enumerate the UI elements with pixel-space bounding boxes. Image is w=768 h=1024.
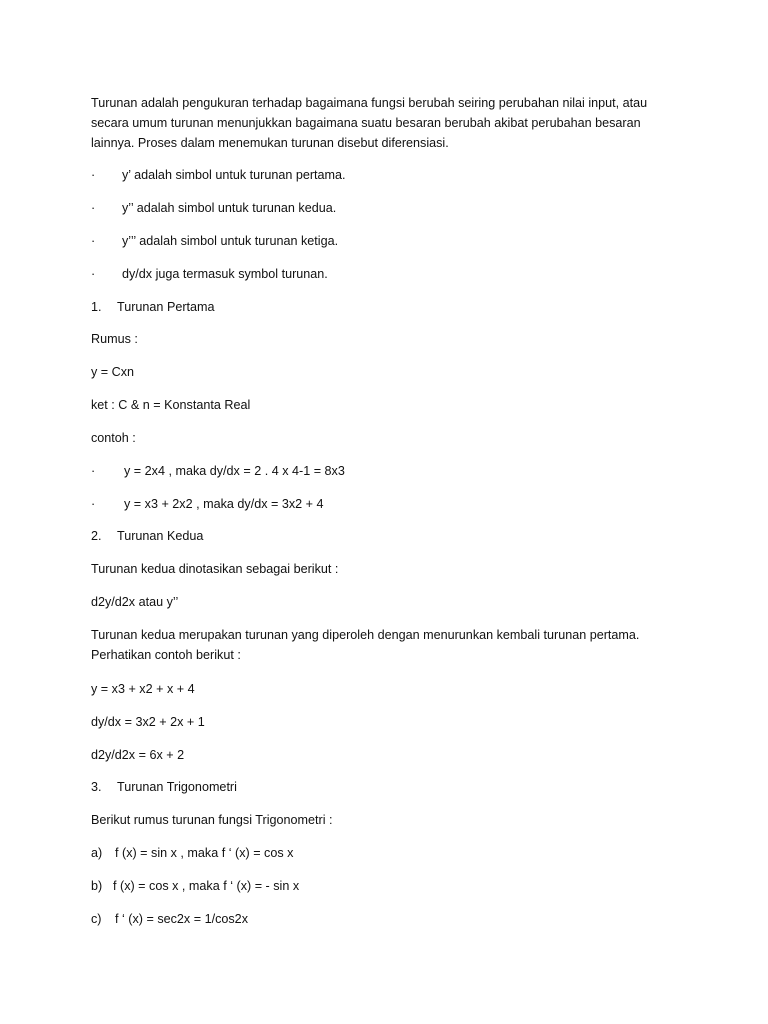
bullet-dot: · [91,234,96,248]
item-text: f (x) = sin x , maka f ‘ (x) = cos x [115,846,294,860]
symbol-text: y’ adalah simbol untuk turunan pertama. [122,168,346,182]
explanation-line-2: Perhatikan contoh berikut : [91,648,241,662]
bullet-dot: · [91,168,96,182]
notation: d2y/d2x atau y’’ [91,595,179,609]
section-title: Turunan Trigonometri [117,780,237,794]
item-text: f ‘ (x) = sec2x = 1/cos2x [115,912,248,926]
section-number: 3. [91,780,102,794]
item-text: f (x) = cos x , maka f ‘ (x) = - sin x [113,879,300,893]
formula-note: ket : C & n = Konstanta Real [91,398,251,412]
formula: y = Cxn [91,365,135,379]
explanation-line-1: Turunan kedua merupakan turunan yang diperoleh dengan menurunkan kembali turunan pertama. [91,628,640,642]
bullet-dot: · [91,267,96,281]
notation-intro: Turunan kedua dinotasikan sebagai berikut : [91,562,339,576]
trig-intro: Berikut rumus turunan fungsi Trigonometri : [91,813,333,827]
step-2: dy/dx = 3x2 + 2x + 1 [91,715,205,729]
item-label: c) [91,912,102,926]
section-title: Turunan Pertama [117,300,215,314]
example-text: y = x3 + 2x2 , maka dy/dx = 3x2 + 4 [124,497,324,511]
intro-paragraph: Turunan adalah pengukuran terhadap bagaimana fungsi berubah seiring perubahan nilai input, atau secara umum turunan menunjukkan bagaimana suatu besaran berubah akibat perubahan besaran lainnya. Proses dalam menemukan turunan disebut diferensiasi. [91,96,648,150]
item-label: a) [91,846,103,860]
rumus-label: Rumus : [91,332,138,346]
symbol-text: dy/dx juga termasuk symbol turunan. [122,267,328,281]
step-3: d2y/d2x = 6x + 2 [91,748,185,762]
section-title: Turunan Kedua [117,529,204,543]
example-text: y = 2x4 , maka dy/dx = 2 . 4 x 4-1 = 8x3 [124,464,345,478]
step-1: y = x3 + x2 + x + 4 [91,682,195,696]
bullet-dot: · [91,201,96,215]
bullet-dot: · [91,497,96,511]
item-label: b) [91,879,103,893]
section-number: 2. [91,529,102,543]
symbol-text: y’’’ adalah simbol untuk turunan ketiga. [122,234,339,248]
example-label: contoh : [91,431,136,445]
symbol-text: y’’ adalah simbol untuk turunan kedua. [122,201,337,215]
bullet-dot: · [91,464,96,478]
section-number: 1. [91,300,102,314]
